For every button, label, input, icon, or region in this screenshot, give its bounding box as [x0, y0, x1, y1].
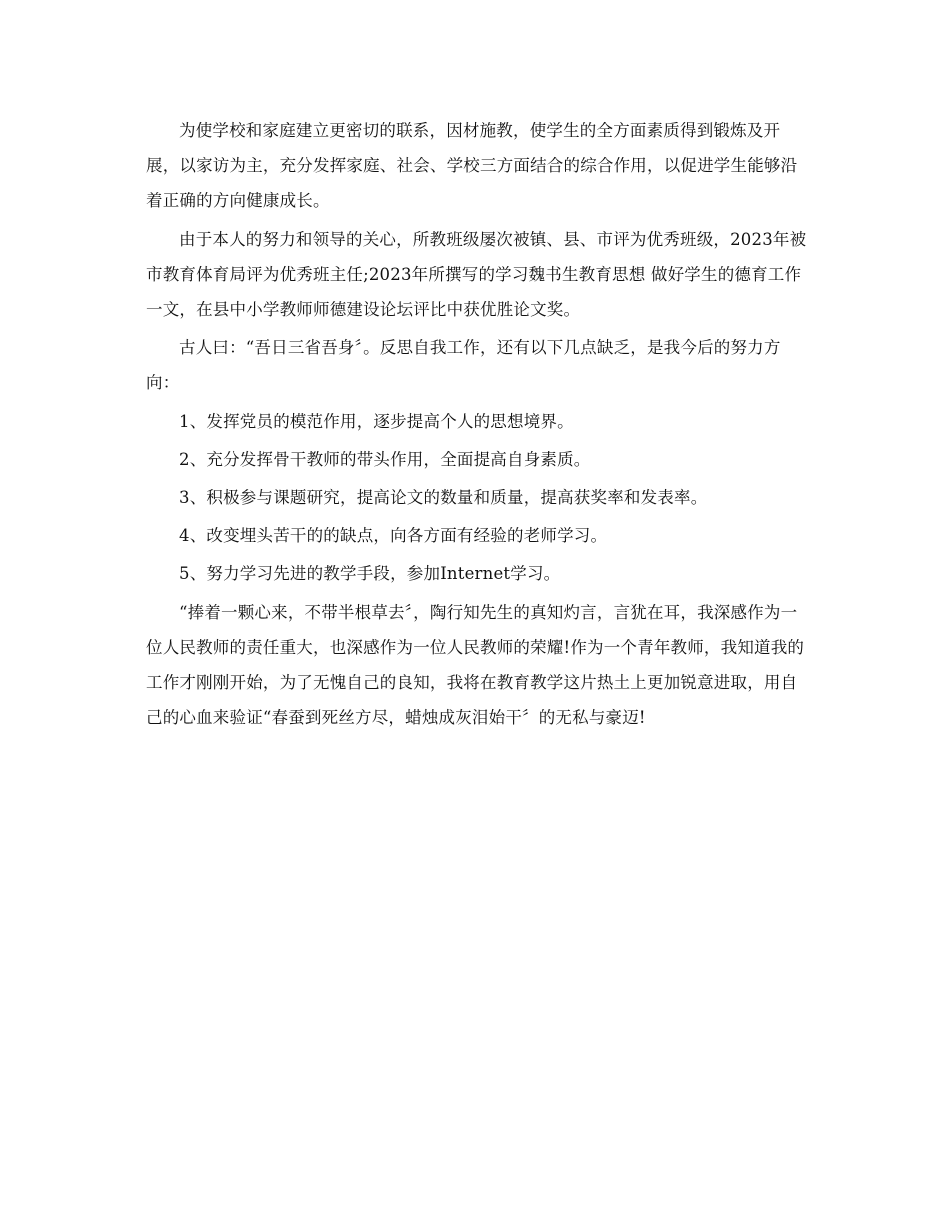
- list-item-4: 4、改变埋头苦干的的缺点，向各方面有经验的老师学习。: [179, 526, 608, 546]
- paragraph-self-reflection: 古人曰：“吾日三省吾身〞。反思自我工作，还有以下几点缺乏，是我今后的努力方向：: [146, 338, 781, 393]
- list-item-1: 1、发挥党员的模范作用，逐步提高个人的思想境界。: [179, 411, 574, 431]
- list-item-2: 2、充分发挥骨干教师的带头作用，全面提高自身素质。: [179, 449, 591, 469]
- list-item-5: 5、努力学习先进的教学手段，参加Internet学习。: [179, 564, 561, 584]
- paragraph-conclusion: “捧着一颗心来，不带半根草去〞，陶行知先生的真知灼言，言犹在耳，我深感作为一位人民教师的责任重大，也深感作为一位人民教师的荣耀!作为一个青年教师，我知道我的工作才刚刚开始，为了无愧自己的良知，我将在教育教学这片热土上更加锐意进取，用自己的心血来验证“春蚕到死丝方尽，蜡烛成灰泪始干〞的无私与豪迈!: [146, 602, 805, 728]
- paragraph-home-visits: 为使学校和家庭建立更密切的联系，因材施教，使学生的全方面素质得到锻炼及开展，以家访为主，充分发挥家庭、社会、学校三方面结合的综合作用，以促进学生能够沿着正确的方向健康成长。: [146, 121, 798, 211]
- document-body: [146, 113, 810, 738]
- paragraph-awards: 由于本人的努力和领导的关心，所教班级屡次被镇、县、市评为优秀班级，2023年被市教育体育局评为优秀班主任;2023年所撰写的学习魏书生教育思想 做好学生的德育工作一文，在县中小学教师师德建设论坛评比中获优胜论文奖。: [146, 229, 807, 320]
- list-item-3: 3、积极参与课题研究，提高论文的数量和质量，提高获奖率和发表率。: [179, 488, 708, 508]
